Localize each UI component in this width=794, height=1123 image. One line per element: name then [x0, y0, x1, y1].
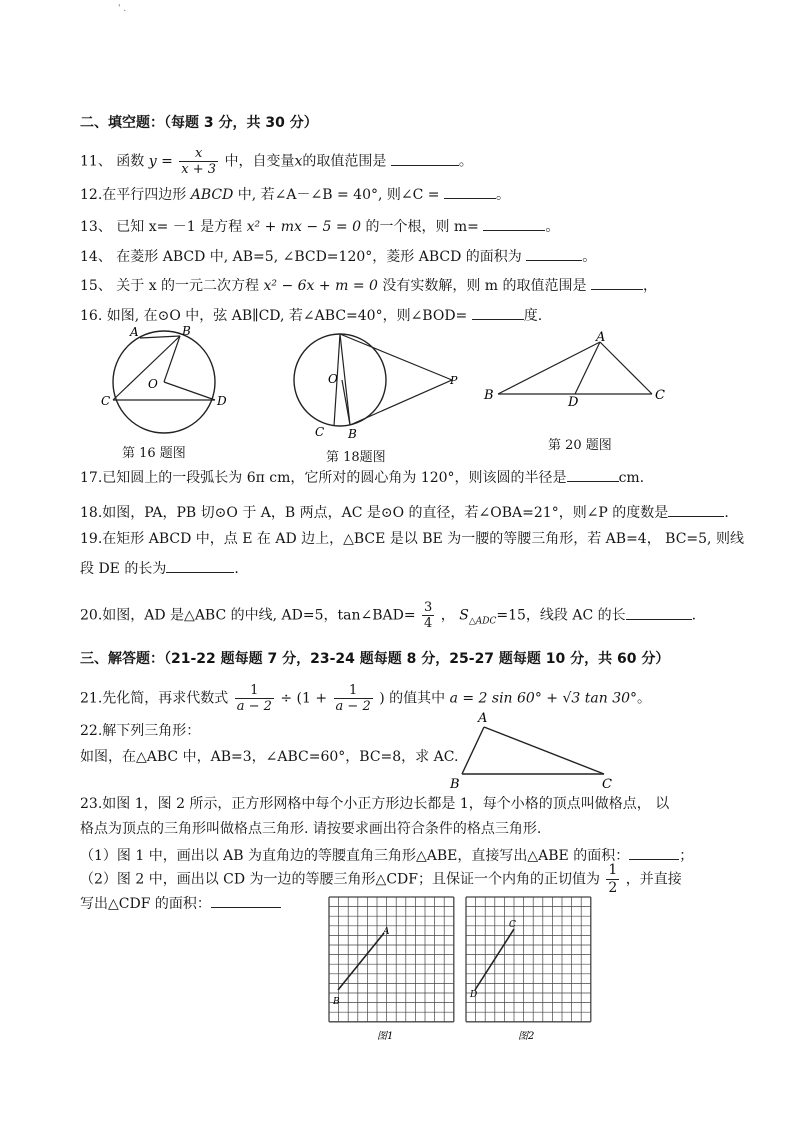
figure-18-diagram — [290, 326, 465, 444]
question-13 — [80, 216, 559, 236]
q11-x: x — [294, 153, 303, 170]
fig22-label-b: B — [450, 777, 460, 792]
question-14 — [80, 246, 596, 266]
q21-frac2-den: a − 2 — [335, 699, 371, 714]
question-11 — [80, 146, 473, 177]
fig16-chord-bc — [113, 336, 180, 400]
q13-text-a: 13、 已知 x= －1 是方程 — [80, 219, 243, 235]
fig20-label-b: B — [484, 388, 494, 403]
q12-text-b: 中, 若∠A－∠B = 40°, 则∠C = — [237, 187, 440, 203]
q21-fraction-2 — [334, 683, 373, 714]
q21-expression: a = 2 sin 60° + √3 tan 30° — [449, 690, 638, 707]
q12-abcd: ABCD — [190, 187, 234, 203]
scan-mark: ' . — [118, 4, 127, 14]
q11-text-c: 的取值范围是 — [302, 153, 387, 170]
q23-part3-answer-blank[interactable] — [211, 893, 281, 908]
question-22-title: 22.解下列三角形： — [80, 723, 201, 739]
q21-frac1-num: 1 — [235, 683, 274, 699]
question-23-part-3 — [80, 893, 281, 913]
figure-22-triangle — [444, 710, 624, 792]
q16-answer-blank[interactable] — [472, 305, 524, 320]
q21-text-c: 。 — [637, 690, 652, 707]
q18-text-a: 18.如图，PA，PB 切⊙O 于 A，B 两点，AC 是⊙O 的直径，若∠OBA=21°，则∠P 的度数是 — [80, 505, 669, 521]
fig20-label-d: D — [568, 395, 579, 410]
q11-answer-blank[interactable] — [391, 151, 459, 166]
q11-text-d: 。 — [458, 153, 473, 170]
q23-part1-text: （1）图 1 中，画出以 AB 为直角边的等腰直角三角形△ABE，直接写出△ABE 的面积： — [80, 848, 630, 864]
grid2-caption: 图2 — [518, 1031, 535, 1042]
q11-fraction — [179, 146, 218, 177]
question-19-line-2 — [80, 558, 239, 578]
fig16-label-o: O — [148, 377, 158, 391]
fig18-label-c: C — [315, 425, 325, 439]
fig22-side-ab — [462, 727, 484, 774]
q16-text-b: 度. — [523, 308, 543, 324]
q11-y: y = — [148, 153, 173, 170]
q12-text-c: 。 — [495, 187, 510, 203]
q21-text-mid: ÷ (1 + — [280, 690, 328, 707]
question-23-line-2: 格点为顶点的三角形叫做格点三角形. 请按要求画出符合条件的格点三角形. — [80, 821, 542, 837]
question-20 — [80, 600, 696, 631]
fig20-median-ad — [575, 342, 600, 394]
q21-text-b: ) 的值其中 — [379, 690, 446, 707]
q11-frac-den: x + 3 — [181, 162, 217, 177]
q18-text-b: . — [724, 505, 729, 521]
q12-text-a: 12.在平行四边形 — [80, 187, 187, 203]
q15-text-c: ， — [643, 278, 657, 294]
grid1-caption: 图1 — [377, 1031, 394, 1042]
q17-text-a: 17.已知圆上的一段弧长为 6π cm，它所对的圆心角为 120°，则该圆的半径是 — [80, 470, 567, 486]
fig20-side-ac — [600, 342, 652, 394]
fig20-label-c: C — [655, 388, 665, 403]
q20-area-symbol: S — [459, 607, 469, 624]
q21-frac2-num: 1 — [334, 683, 373, 699]
fig18-label-b: B — [348, 427, 357, 441]
q23-part1-answer-blank[interactable] — [629, 845, 679, 860]
fig18-chord-ab — [340, 334, 350, 425]
grid1-label-a: A — [383, 927, 390, 937]
q17-answer-blank[interactable] — [567, 467, 619, 482]
fig20-label-a: A — [596, 330, 606, 345]
q21-frac1-den: a − 2 — [236, 699, 272, 714]
q20-text-d: . — [691, 607, 697, 624]
figure-20-caption: 第 20 题图 — [548, 438, 612, 453]
q14-text-a: 14、 在菱形 ABCD 中, AB=5, ∠BCD=120°，菱形 ABCD 的面积为 — [80, 249, 522, 265]
fig16-chord-ab — [140, 336, 180, 338]
section-three-heading: 三、解答题：（21-22 题每题 7 分，23-24 题每题 8 分，25-27 题每题 10 分，共 60 分） — [80, 651, 670, 667]
q15-text-b: 没有实数解，则 m 的取值范围是 — [382, 278, 587, 294]
q13-text-b: 的一个根，则 m= — [365, 219, 479, 235]
question-16 — [80, 305, 542, 325]
figure-18-caption: 第 18题图 — [326, 450, 386, 465]
fig16-radius-od — [164, 382, 215, 400]
figure-20-diagram — [480, 330, 670, 410]
q12-answer-blank[interactable] — [444, 184, 496, 199]
q23-fraction — [606, 862, 619, 897]
q23-frac-den: 2 — [608, 880, 618, 896]
q16-text-a: 16. 如图, 在⊙O 中，弦 AB∥CD, 若∠ABC=40°，则∠BOD= — [80, 308, 468, 324]
fig22-label-a: A — [478, 711, 488, 726]
figure-16-diagram — [100, 326, 230, 436]
q20-area-subscript: △ADC — [468, 616, 497, 627]
question-18 — [80, 502, 729, 522]
question-17 — [80, 467, 644, 487]
q15-equation: x² − 6x + m = 0 — [263, 278, 378, 294]
q23-part3-text: 写出△CDF 的面积： — [80, 896, 211, 912]
fig22-side-ac — [484, 727, 604, 774]
fig16-label-b: B — [182, 326, 191, 338]
grid1-lines — [329, 897, 454, 1022]
q19-text-a: 段 DE 的长为 — [80, 561, 167, 577]
figure-16-caption: 第 16 题图 — [122, 446, 186, 461]
fig18-label-p: P — [450, 374, 458, 387]
fig16-label-a: A — [130, 326, 139, 339]
fig18-tangent-pb — [350, 380, 452, 425]
fig22-label-c: C — [602, 777, 612, 792]
q13-answer-blank[interactable] — [483, 216, 545, 231]
question-19-line-1: 19.在矩形 ABCD 中，点 E 在 AD 边上，△BCE 是以 BE 为一腰的等腰三角形，若 AB=4， BC=5, 则线 — [80, 531, 744, 547]
q20-frac-den: 4 — [424, 616, 433, 631]
q23-frac-num: 1 — [608, 862, 618, 878]
q23-part2-text: （2）图 2 中，画出以 CD 为一边的等腰三角形△CDF；且保证一个内角的正切值为 — [80, 871, 600, 888]
q15-text-a: 15、 关于 x 的一元二次方程 — [80, 278, 260, 294]
q20-text-b: ， — [440, 607, 455, 624]
question-15 — [80, 275, 657, 295]
q11-text-a: 11、 函数 — [80, 153, 145, 170]
fig18-tangent-pa — [340, 334, 452, 380]
q20-text-c: =15，线段 AC 的长 — [496, 607, 626, 624]
q13-equation: x² + mx − 5 = 0 — [246, 219, 361, 235]
q23-part1-end: ； — [679, 848, 694, 864]
fig18-label-o: O — [328, 372, 338, 386]
q17-text-b: cm. — [618, 470, 645, 486]
question-12 — [80, 184, 510, 204]
fig20-side-ab — [498, 342, 600, 394]
question-23-part-2 — [80, 862, 682, 897]
grid2-label-c: C — [509, 920, 516, 930]
section-two-heading: 二、填空题：（每题 3 分，共 30 分） — [80, 115, 318, 131]
q19-answer-blank[interactable] — [166, 558, 234, 573]
q23-part2-end: ，并直接 — [625, 871, 682, 888]
q20-fraction — [422, 600, 434, 631]
q20-frac-num: 3 — [424, 600, 433, 615]
fig16-label-d: D — [217, 394, 227, 408]
grid2-label-d: D — [470, 990, 478, 1000]
fig16-label-c: C — [101, 394, 111, 408]
grid-figure-2 — [462, 893, 602, 1043]
q13-text-c: 。 — [545, 219, 560, 235]
question-23-line-1: 23.如图 1，图 2 所示，正方形网格中每个小正方形边长都是 1，每个小格的顶点叫做格点， 以 — [80, 796, 670, 812]
q19-text-b: . — [234, 561, 239, 577]
q15-answer-blank[interactable] — [591, 275, 643, 290]
q20-answer-blank[interactable] — [626, 605, 692, 620]
grid2-lines — [466, 897, 591, 1022]
q14-text-b: 。 — [582, 249, 597, 265]
q11-text-b: 中，自变量 — [224, 153, 295, 170]
q14-answer-blank[interactable] — [526, 246, 582, 261]
grid-figure-1 — [325, 893, 465, 1043]
q21-fraction-1 — [235, 683, 274, 714]
q11-frac-num: x — [179, 146, 218, 162]
q18-answer-blank[interactable] — [668, 502, 724, 517]
q20-text-a: 20.如图，AD 是△ABC 的中线, AD=5，tan∠BAD= — [80, 607, 416, 624]
question-22-body: 如图，在△ABC 中，AB=3，∠ABC=60°，BC=8，求 AC. — [80, 749, 459, 765]
q21-text-a: 21.先化简，再求代数式 — [80, 690, 229, 707]
grid1-label-b: B — [333, 997, 340, 1007]
